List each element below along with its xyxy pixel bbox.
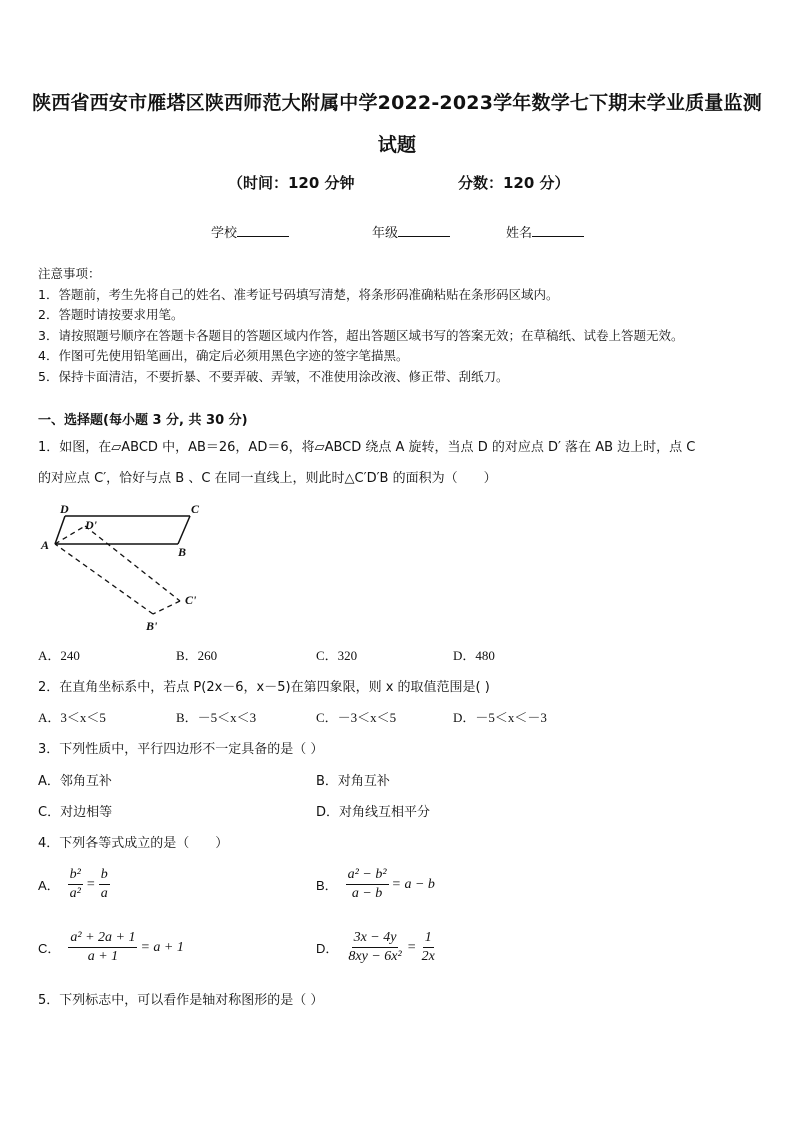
q4-b-denominator: a − b xyxy=(351,886,383,901)
exam-score: 分数：120 分） xyxy=(458,174,570,192)
q3-option-c[interactable]: C．对边相等 xyxy=(38,805,113,820)
label-D-prime: D' xyxy=(85,518,97,532)
name-label: 姓名 xyxy=(506,226,533,241)
school-field xyxy=(211,222,289,241)
label-C: C xyxy=(191,502,200,516)
q2-option-d[interactable]: D．－5＜x＜－3 xyxy=(453,710,547,725)
grade-blank xyxy=(398,224,450,237)
q5-text: 5．下列标志中，可以看作是轴对称图形的是（ ） xyxy=(38,993,324,1008)
q4-d-equals: = xyxy=(407,939,416,955)
q4-a-label: A． xyxy=(38,878,60,893)
q1-option-d[interactable]: D．480 xyxy=(453,648,495,663)
q3-option-a[interactable]: A．邻角互补 xyxy=(38,774,112,789)
q4-b-label: B． xyxy=(316,878,338,893)
notes-block xyxy=(38,264,768,388)
q2-option-b[interactable]: B．－5＜x＜3 xyxy=(176,710,257,725)
q4-d-label: D． xyxy=(316,941,339,956)
note-item: 4．作图可先使用铅笔画出，确定后必须用黑色字迹的签字笔描黑。 xyxy=(38,348,409,364)
q3-option-b[interactable]: B．对角互补 xyxy=(316,774,390,789)
q2-text: 2．在直角坐标系中，若点 P(2x－6，x－5)在第四象限，则 x 的取值范围是( ) xyxy=(38,680,490,695)
q4-a-denominator: a² xyxy=(69,886,81,901)
q3-text: 3．下列性质中，平行四边形不一定具备的是（ ） xyxy=(38,742,324,757)
q4-option-b[interactable] xyxy=(316,866,435,903)
q2-option-c[interactable]: C．－3＜x＜5 xyxy=(316,710,397,725)
q4-b-fraction xyxy=(346,866,389,903)
q4-d-right-numerator: 1 xyxy=(423,929,434,948)
q4-option-c[interactable] xyxy=(38,929,184,966)
q4-option-a[interactable] xyxy=(38,866,110,903)
q1-figure xyxy=(30,498,220,638)
name-field xyxy=(506,222,584,241)
notes-heading: 注意事项： xyxy=(38,266,101,281)
q4-c-label: C． xyxy=(38,941,61,956)
exam-time: （时间：120 分钟 xyxy=(228,174,355,192)
q1-option-b[interactable]: B．260 xyxy=(176,648,218,663)
label-B-prime: B' xyxy=(146,619,158,633)
q2-option-a[interactable]: A．3＜x＜5 xyxy=(38,710,106,725)
q4-c-result: = a + 1 xyxy=(140,939,184,955)
exam-title-line1: 陕西省西安市雁塔区陕西师范大附属中学2022-2023学年数学七下期末学业质量监测 xyxy=(32,92,762,114)
q4-text: 4．下列各等式成立的是（ ） xyxy=(38,836,229,851)
school-blank xyxy=(237,224,289,237)
grade-field xyxy=(372,222,450,241)
q4-a-right-numerator: b xyxy=(99,866,110,885)
q4-d-denominator: 8xy − 6x² xyxy=(348,949,402,964)
q4-a-equals: = xyxy=(86,876,95,892)
q4-c-denominator: a + 1 xyxy=(87,949,119,964)
section-heading: 一、选择题(每小题 3 分, 共 30 分) xyxy=(38,413,248,428)
q4-d-right-fraction xyxy=(420,929,437,966)
q4-option-d[interactable] xyxy=(316,929,437,966)
q1-option-a[interactable]: A．240 xyxy=(38,648,80,663)
q4-c-numerator: a² + 2a + 1 xyxy=(68,929,137,948)
q4-a-fraction xyxy=(68,866,83,903)
q1-text-line1: 1．如图，在▱ABCD 中，AB＝26，AD＝6，将▱ABCD 绕点 A 旋转，当点 D 的对应点 D′ 落在 AB 边上时，点 C xyxy=(38,440,696,455)
q4-a-numerator: b² xyxy=(68,866,83,885)
q1-option-c[interactable]: C．320 xyxy=(316,648,358,663)
q1-text-line2: 的对应点 C′，恰好与点 B 、C 在同一直线上，则此时△C′D′B 的面积为（ ） xyxy=(38,471,497,486)
q4-c-fraction xyxy=(68,929,137,966)
label-B: B xyxy=(178,545,187,559)
name-blank xyxy=(532,224,584,237)
label-D: D xyxy=(60,502,69,516)
q4-b-result: = a − b xyxy=(391,876,435,892)
grade-label: 年级 xyxy=(372,226,399,241)
q4-d-fraction xyxy=(346,929,403,966)
q4-d-numerator: 3x − 4y xyxy=(352,929,399,948)
q4-a-right-fraction xyxy=(99,866,110,903)
label-C-prime: C' xyxy=(185,593,197,607)
note-item: 1．答题前，考生先将自己的姓名、准考证号码填写清楚，将条形码准确粘贴在条形码区域内。 xyxy=(38,286,559,302)
note-item: 2．答题时请按要求用笔。 xyxy=(38,307,184,323)
q3-option-d[interactable]: D．对角线互相平分 xyxy=(316,805,431,820)
q4-b-numerator: a² − b² xyxy=(346,866,389,885)
q4-a-right-denominator: a xyxy=(100,886,108,901)
q4-d-right-denominator: 2x xyxy=(421,949,435,964)
exam-title-line2: 试题 xyxy=(377,134,417,156)
label-A: A xyxy=(41,538,50,552)
note-item: 3．请按照题号顺序在答题卡各题目的答题区域内作答，超出答题区域书写的答案无效；在草稿纸、试卷上答题无效。 xyxy=(38,327,684,343)
note-item: 5．保持卡面清洁，不要折暴、不要弄破、弄皱，不准使用涂改液、修正带、刮纸刀。 xyxy=(38,368,509,384)
school-label: 学校 xyxy=(211,226,238,241)
